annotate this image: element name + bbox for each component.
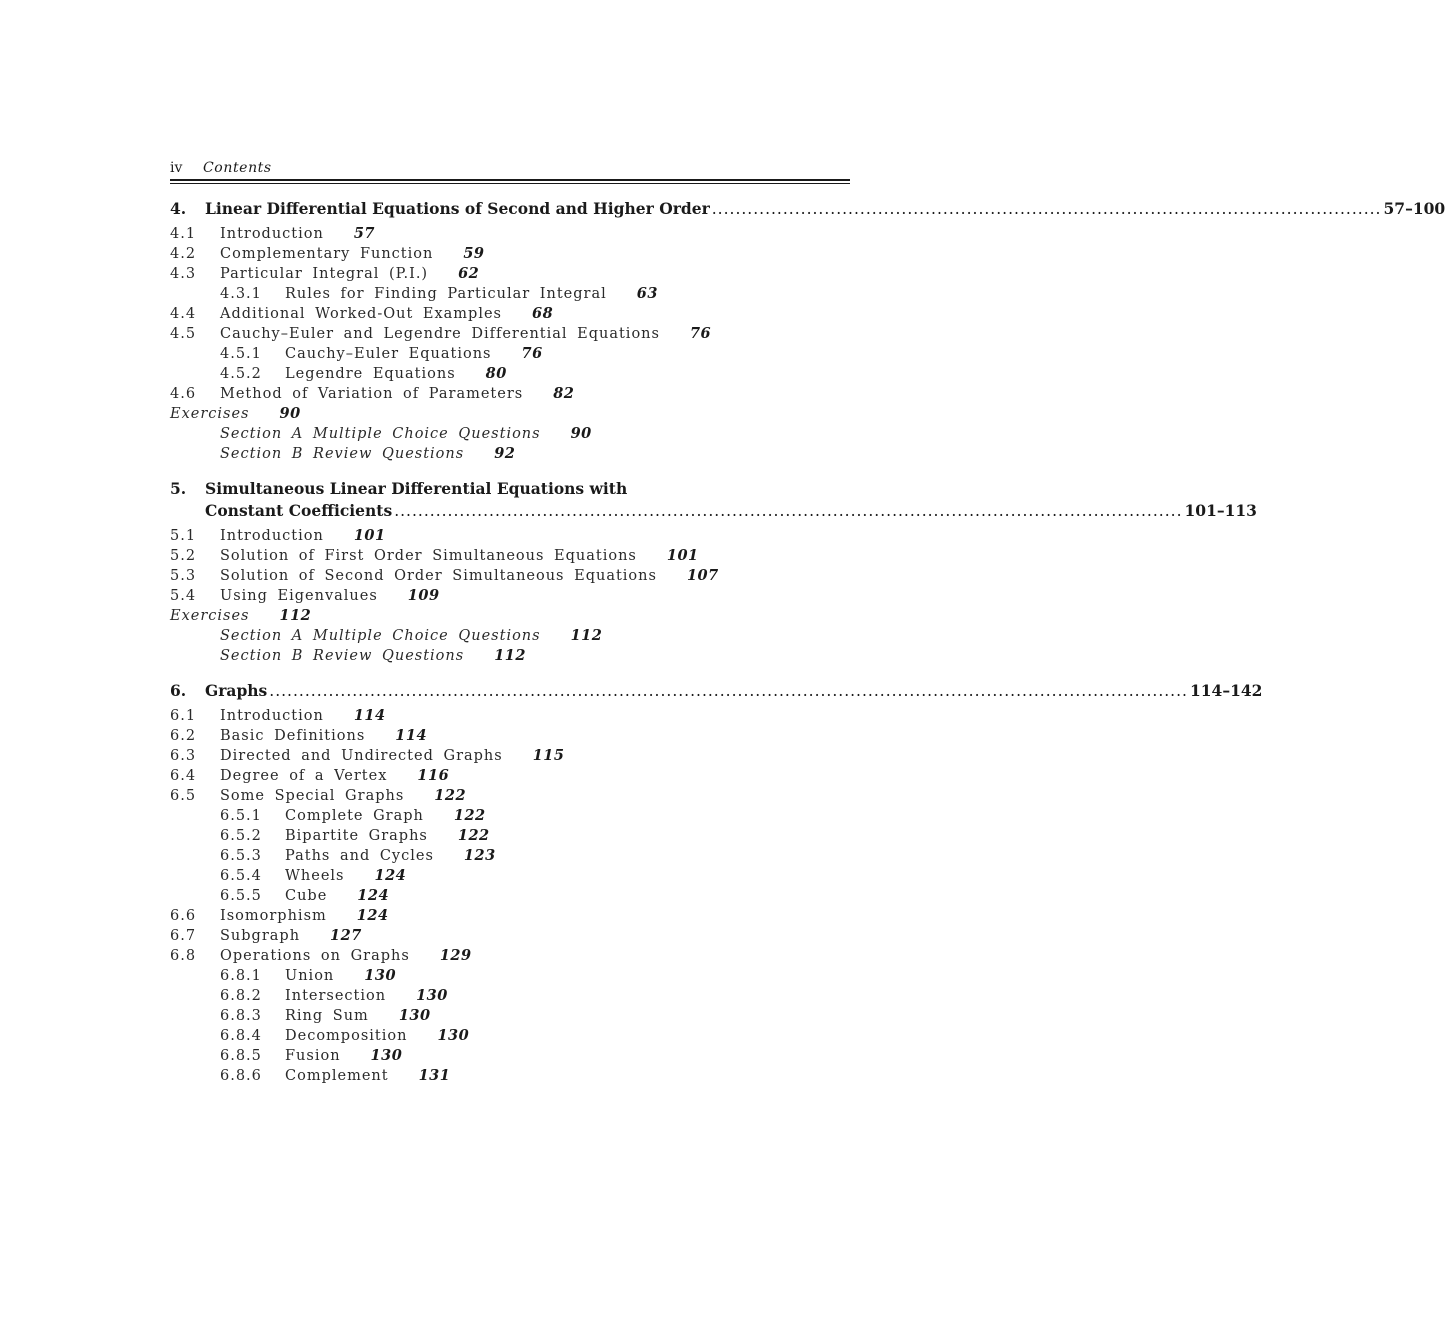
subsection-page: 76	[521, 345, 543, 362]
section-page: 62	[458, 265, 480, 282]
subsection-title: Complete Graph	[285, 808, 424, 824]
subsection-number: 6.8.5	[220, 1048, 262, 1064]
section-number: 6.2	[170, 728, 197, 744]
subsection-page: 130	[370, 1047, 403, 1064]
chapter-4-heading[interactable]	[170, 198, 1445, 220]
section-page: 57	[353, 225, 376, 242]
chapter-page-range: 101–113	[1184, 501, 1257, 520]
subsection-page: 123	[463, 847, 496, 864]
subsection-page: 130	[398, 1007, 431, 1024]
section-title: Directed and Undirected Graphs	[220, 748, 503, 764]
section-title: Introduction	[220, 528, 324, 544]
header-rule-thick	[170, 179, 850, 181]
subsection-number: 6.5.2	[220, 828, 262, 844]
section-page: 114	[395, 727, 428, 744]
section-number: 6.4	[170, 768, 197, 784]
subsection-page: 124	[374, 867, 407, 884]
exercises-page: 112	[279, 607, 312, 624]
section-title: Basic Definitions	[220, 728, 366, 744]
section-page: 114	[353, 707, 386, 724]
running-title: Contents	[203, 160, 272, 176]
subsection-number: 6.5.5	[220, 888, 262, 904]
chapter-number: 5.	[170, 479, 187, 498]
section-number: 6.5	[170, 788, 197, 804]
subsection-title: Bipartite Graphs	[285, 828, 428, 844]
subsection-page: 131	[418, 1067, 451, 1084]
subsection-number: 6.8.6	[220, 1068, 262, 1084]
chapter-number: 6.	[170, 681, 187, 700]
subsection-number: 6.5.4	[220, 868, 262, 884]
page-number: iv	[170, 160, 183, 176]
section-number: 6.6	[170, 908, 197, 924]
subsection-number: 6.8.4	[220, 1028, 262, 1044]
section-page: 59	[463, 245, 485, 262]
section-page: 109	[407, 587, 440, 604]
leader-dots: .................................................................................................................	[711, 200, 1382, 218]
subsection-title: Intersection	[285, 988, 387, 1004]
section-title: Introduction	[220, 226, 324, 242]
section-page: 101	[666, 547, 699, 564]
subsection-title: Fusion	[285, 1048, 341, 1064]
subsection-page: 130	[364, 967, 397, 984]
subsection-number: 6.8.3	[220, 1008, 262, 1024]
section-title: Solution of Second Order Simultaneous Equations	[220, 568, 657, 584]
section-title: Operations on Graphs	[220, 948, 410, 964]
subsection-title: Rules for Finding Particular Integral	[285, 286, 607, 302]
section-page: 124	[356, 907, 389, 924]
exercises-page: 90	[279, 405, 301, 422]
section-title: Solution of First Order Simultaneous Equations	[220, 548, 637, 564]
exercise-section-page: 92	[494, 445, 516, 462]
section-page: 127	[330, 927, 362, 944]
subsection-title: Complement	[285, 1068, 389, 1084]
section-number: 4.3	[170, 266, 197, 282]
section-page: 68	[532, 305, 554, 322]
subsection-page: 122	[453, 807, 486, 824]
chapter-number: 4.	[170, 199, 187, 218]
subsection-page: 130	[416, 987, 448, 1004]
subsection-title: Cauchy–Euler Equations	[285, 346, 492, 362]
section-title: Particular Integral (P.I.)	[220, 266, 429, 282]
subsection-title: Ring Sum	[285, 1008, 369, 1024]
section-title: Complementary Function	[220, 246, 434, 262]
subsection-number: 4.5.1	[220, 346, 262, 362]
section-title: Some Special Graphs	[220, 788, 405, 804]
subsection-number: 4.3.1	[220, 286, 262, 302]
subsection-number: 6.8.1	[220, 968, 262, 984]
chapter-title-continued: Constant Coefficients	[205, 501, 393, 520]
section-title: Cauchy–Euler and Legendre Differential Equations	[220, 326, 660, 342]
section-number: 4.6	[170, 386, 197, 402]
subsection-page: 63	[636, 285, 658, 302]
header-rule-thin	[170, 183, 850, 184]
section-number: 5.1	[170, 528, 197, 544]
section-page: 122	[434, 787, 467, 804]
exercises-label: Exercises	[170, 406, 250, 422]
subsection-number: 6.5.1	[220, 808, 262, 824]
section-number: 4.2	[170, 246, 197, 262]
section-title: Introduction	[220, 708, 324, 724]
leader-dots: .....................................................................................................................................	[394, 502, 1183, 520]
subsection-title: Wheels	[285, 868, 345, 884]
exercise-section-title: Section A Multiple Choice Questions	[220, 628, 541, 644]
section-number: 4.4	[170, 306, 197, 322]
section-title: Subgraph	[220, 928, 301, 944]
section-page: 107	[686, 567, 719, 584]
chapter-5-heading-line2[interactable]	[170, 500, 1257, 522]
section-title: Method of Variation of Parameters	[220, 386, 524, 402]
chapter-page-range: 57–100	[1383, 199, 1445, 218]
subsection-page: 130	[437, 1027, 470, 1044]
exercise-section-page: 90	[570, 425, 592, 442]
exercise-section-page: 112	[494, 647, 526, 664]
section-number: 5.4	[170, 588, 197, 604]
section-number: 5.2	[170, 548, 197, 564]
section-number: 6.7	[170, 928, 197, 944]
subsection-number: 6.8.2	[220, 988, 262, 1004]
subsection-page: 80	[485, 365, 507, 382]
subsection-title: Paths and Cycles	[285, 848, 434, 864]
section-page: 116	[417, 767, 450, 784]
subsection-title: Cube	[285, 888, 328, 904]
section-title: Degree of a Vertex	[220, 768, 388, 784]
subsection-number: 6.5.3	[220, 848, 262, 864]
section-number: 4.1	[170, 226, 197, 242]
exercise-section-title: Section B Review Questions	[220, 446, 465, 462]
leader-dots: ...........................................................................................................................................................	[269, 682, 1188, 700]
section-number: 6.1	[170, 708, 197, 724]
section-number: 5.3	[170, 568, 197, 584]
section-page: 76	[689, 325, 712, 342]
section-number: 4.5	[170, 326, 197, 342]
section-title: Isomorphism	[220, 908, 327, 924]
subsection-title: Legendre Equations	[285, 366, 456, 382]
chapter-6-heading[interactable]	[170, 680, 1263, 702]
chapter-title: Graphs	[205, 681, 268, 700]
chapter-title: Linear Differential Equations of Second and Higher Order	[205, 199, 710, 218]
subsection-title: Decomposition	[285, 1028, 408, 1044]
subsection-title: Union	[285, 968, 335, 984]
section-number: 6.3	[170, 748, 197, 764]
subsection-page: 124	[357, 887, 390, 904]
subsection-number: 4.5.2	[220, 366, 262, 382]
exercises-label: Exercises	[170, 608, 250, 624]
section-title: Additional Worked-Out Examples	[220, 306, 502, 322]
exercise-section-title: Section B Review Questions	[220, 648, 465, 664]
section-page: 101	[353, 527, 386, 544]
exercise-section-page: 112	[570, 627, 603, 644]
section-title: Using Eigenvalues	[220, 588, 378, 604]
chapter-title: Simultaneous Linear Differential Equations with	[205, 479, 628, 498]
subsection-page: 122	[457, 827, 490, 844]
chapter-page-range: 114–142	[1189, 681, 1263, 700]
section-page: 115	[532, 747, 565, 764]
section-number: 6.8	[170, 948, 197, 964]
exercise-section-title: Section A Multiple Choice Questions	[220, 426, 541, 442]
section-page: 129	[439, 947, 472, 964]
section-page: 82	[553, 385, 575, 402]
chapter-5-heading[interactable]	[170, 478, 850, 500]
